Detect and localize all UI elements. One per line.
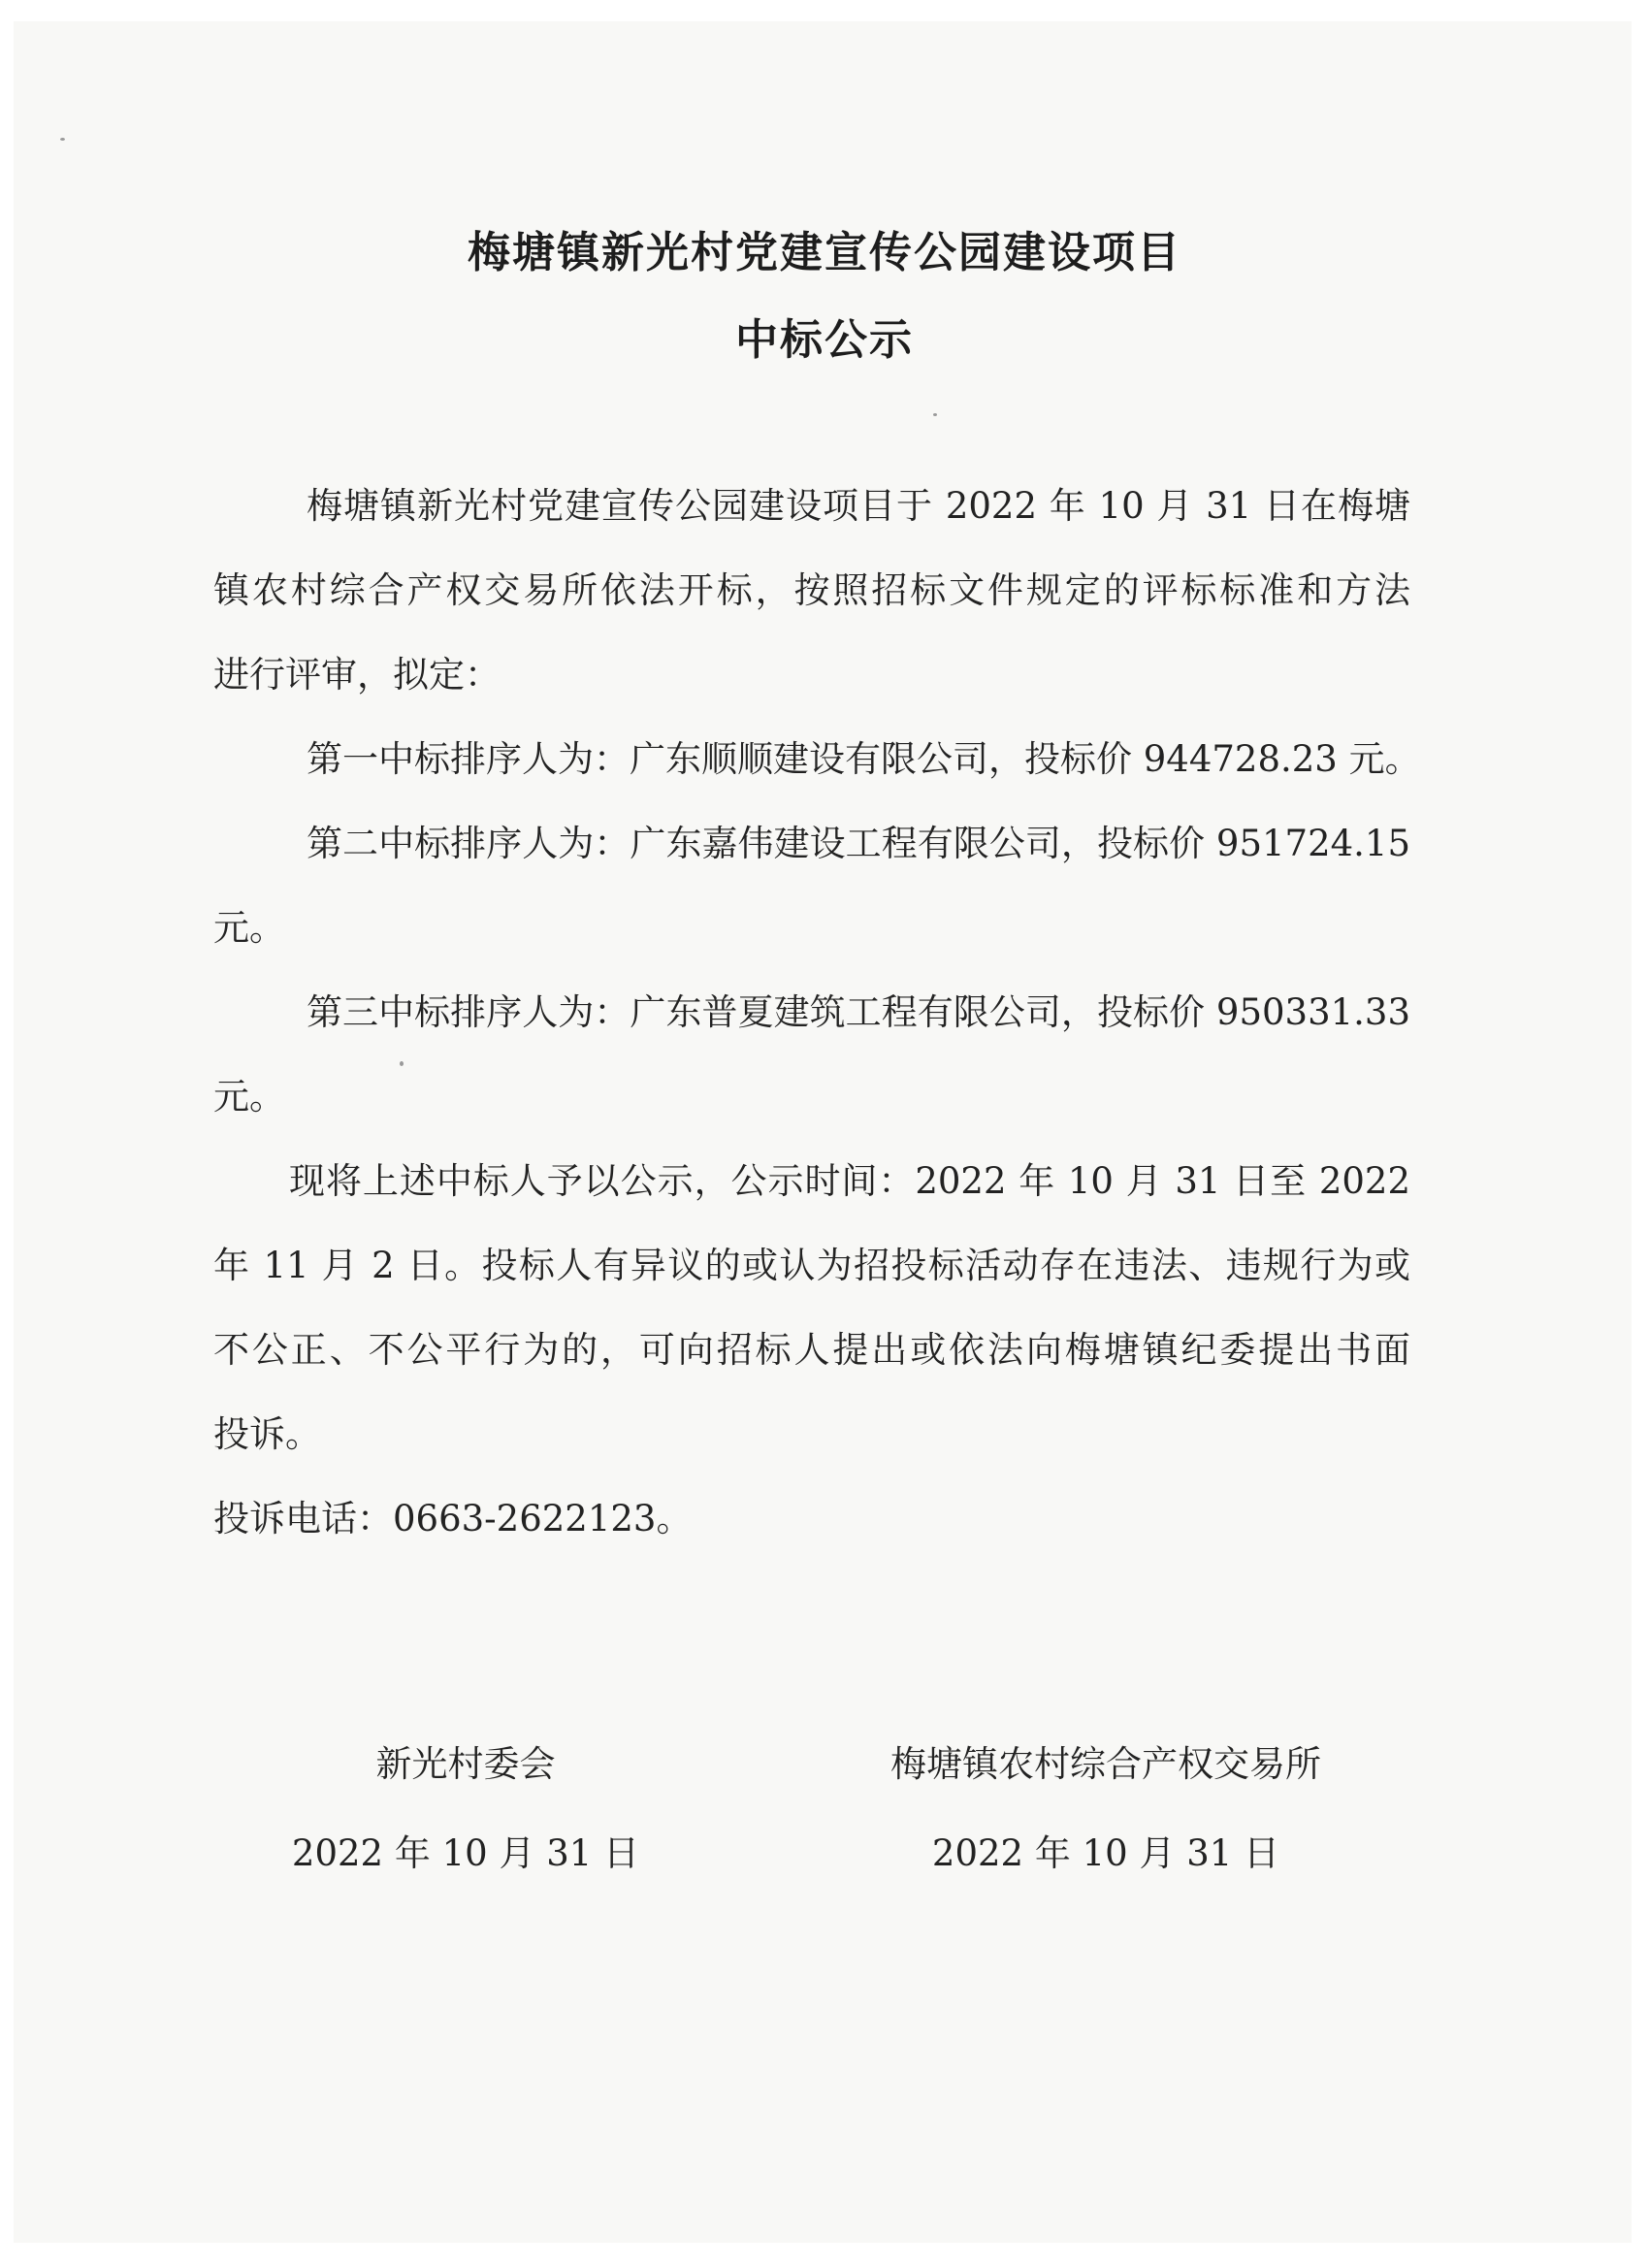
- notice-paragraph-line-2: 年 11 月 2 日。投标人有异议的或认为招投标活动存在违法、违规行为或: [213, 1245, 1410, 1286]
- second-ranked-bidder-line-1: 第二中标排序人为：广东嘉伟建设工程有限公司，投标价 951724.15: [307, 823, 1410, 864]
- intro-paragraph-line-1: 梅塘镇新光村党建宣传公园建设项目于 2022 年 10 月 31 日在梅塘: [307, 485, 1410, 527]
- signature-right-organization: 梅塘镇农村综合产权交易所: [890, 1743, 1321, 1785]
- signature-right-date: 2022 年 10 月 31 日: [931, 1832, 1280, 1874]
- notice-paragraph-line-4: 投诉。: [213, 1413, 321, 1455]
- first-ranked-bidder: 第一中标排序人为：广东顺顺建设有限公司，投标价 944728.23 元。: [307, 738, 1421, 780]
- intro-paragraph-line-3: 进行评审，拟定：: [213, 654, 501, 696]
- signature-left-organization: 新光村委会: [375, 1743, 556, 1785]
- intro-paragraph-line-2: 镇农村综合产权交易所依法开标，按照招标文件规定的评标标准和方法: [213, 569, 1410, 611]
- complaint-phone: 投诉电话：0663-2622123。: [213, 1498, 693, 1539]
- notice-paragraph-line-3: 不公正、不公平行为的，可向招标人提出或依法向梅塘镇纪委提出书面: [213, 1329, 1410, 1371]
- document-title-line-1: 梅塘镇新光村党建宣传公园建设项目: [468, 228, 1181, 277]
- document-title-line-2: 中标公示: [735, 315, 914, 365]
- second-ranked-bidder-line-2: 元。: [213, 907, 285, 949]
- third-ranked-bidder-line-1: 第三中标排序人为：广东普夏建筑工程有限公司，投标价 950331.33: [307, 991, 1410, 1033]
- notice-paragraph-line-1: 现将上述中标人予以公示，公示时间：2022 年 10 月 31 日至 2022: [289, 1160, 1410, 1202]
- signature-left-date: 2022 年 10 月 31 日: [291, 1832, 640, 1874]
- third-ranked-bidder-line-2: 元。: [213, 1076, 285, 1118]
